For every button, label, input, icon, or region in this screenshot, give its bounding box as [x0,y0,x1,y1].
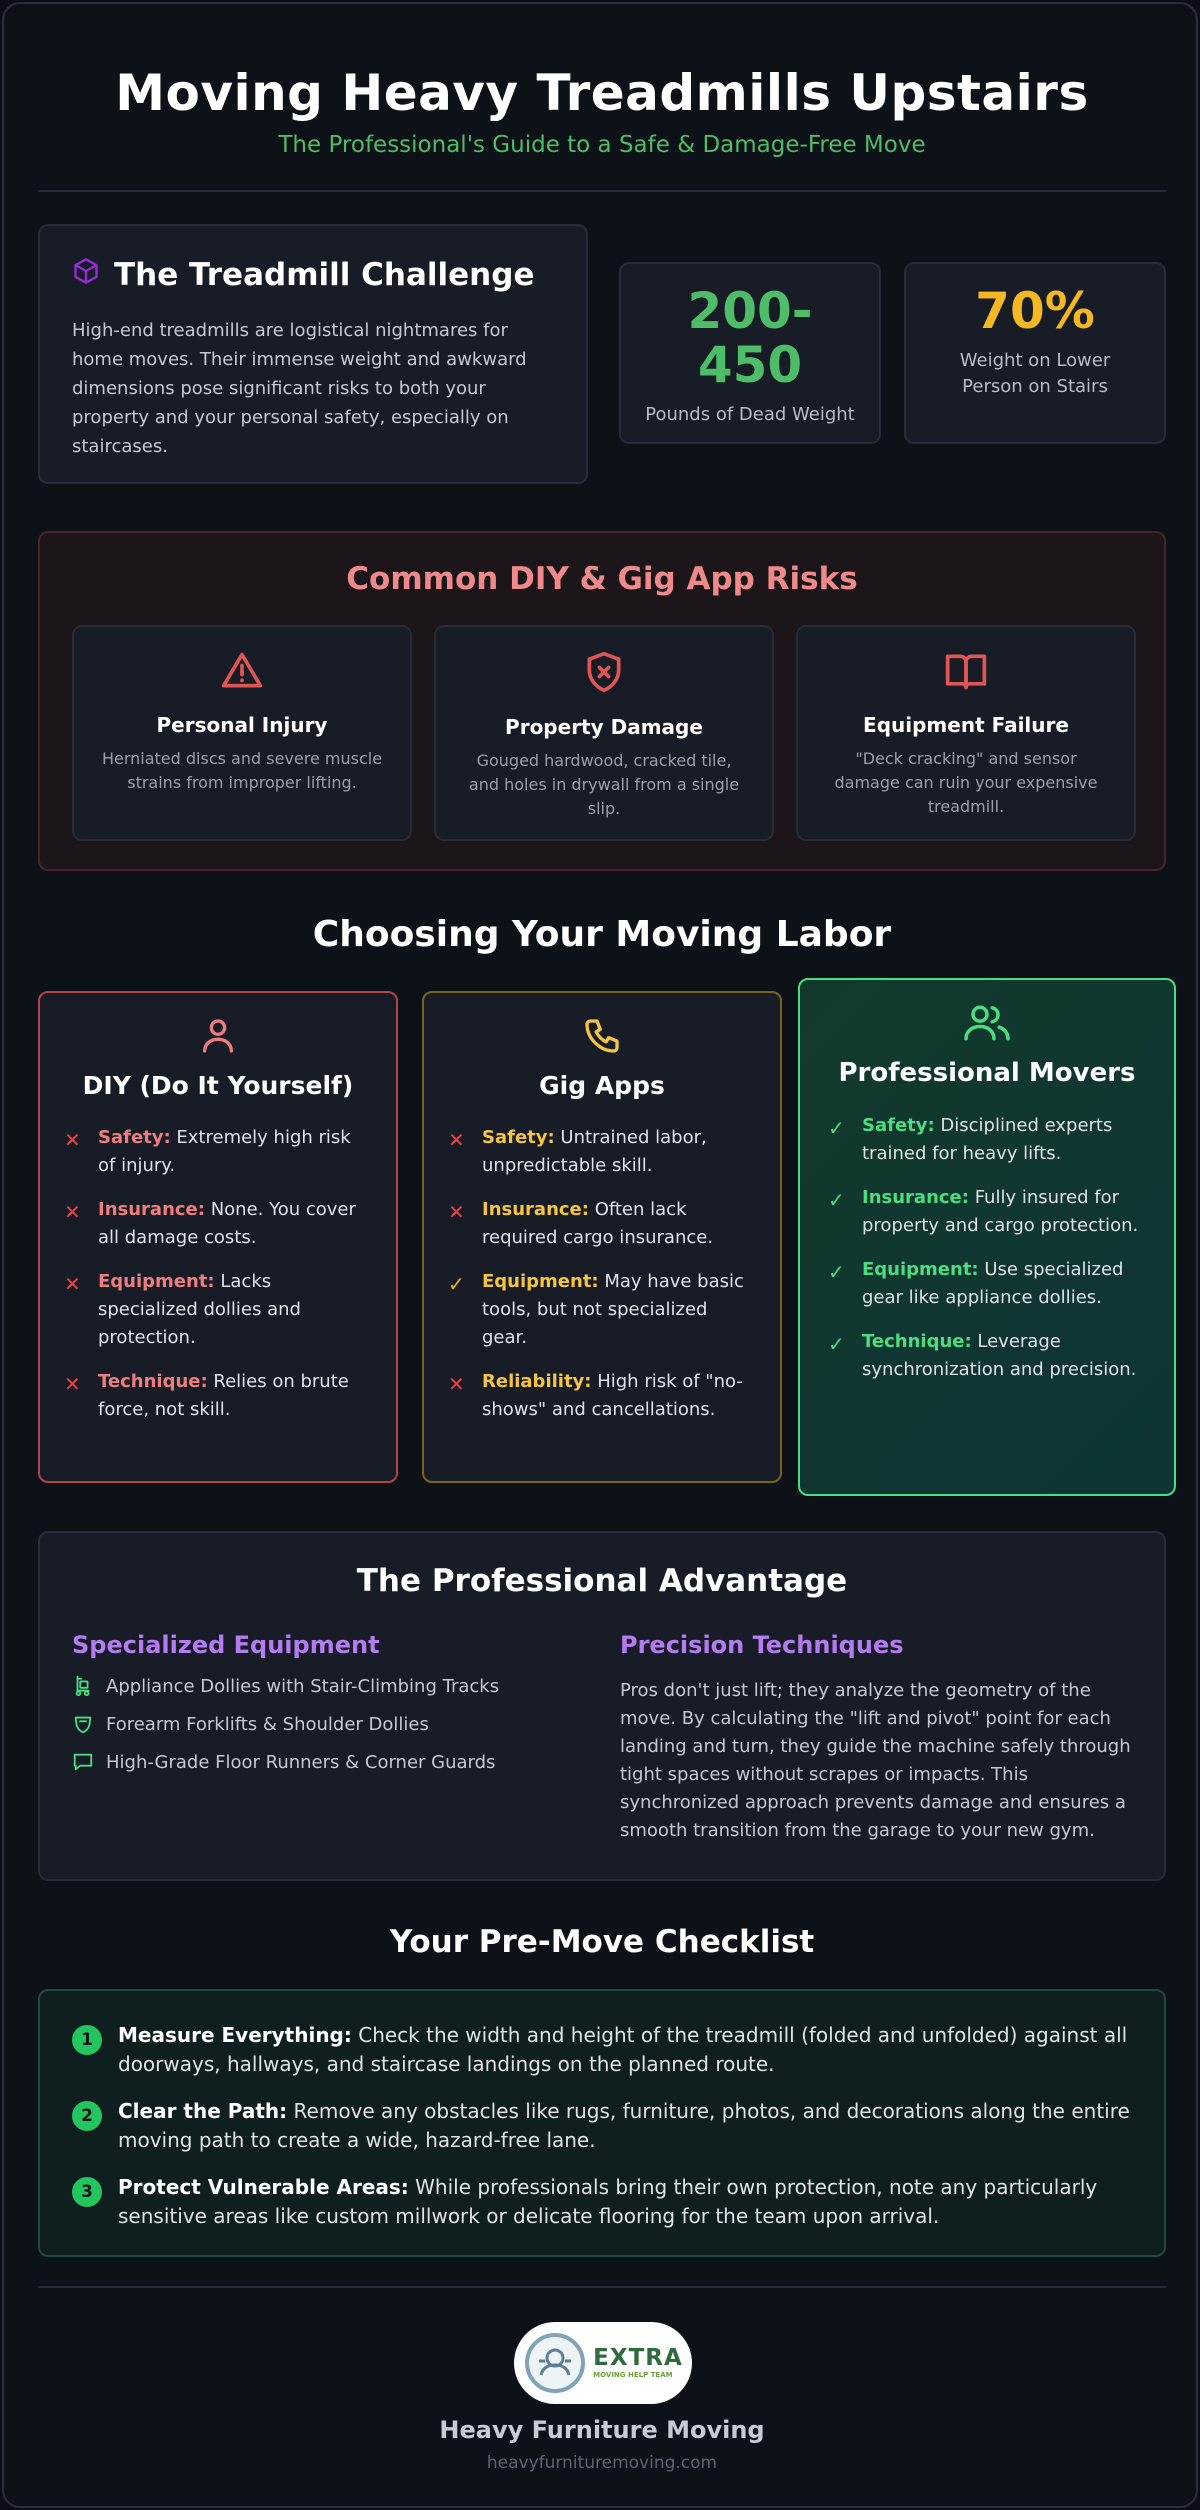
option-card-gig-apps [422,991,782,1483]
checklist-card [38,1989,1166,2257]
warning-triangle-icon [218,649,266,693]
list-item [72,1675,572,1697]
item-text: Often lack required cargo insurance. [482,1199,714,1248]
item-head: Technique: [98,1371,208,1392]
step-body: Remove any obstacles like rugs, furniture, photos, and decorations along the entire moving path to create a wide, hazard-free lane. [118,2099,1130,2152]
list-item [448,1268,756,1352]
advantage-card [38,1531,1166,1881]
item-text: None. You cover all damage costs. [98,1199,356,1248]
stat-value-line1: 200- [687,282,813,340]
check-mark-icon: ✓ [828,1188,845,1212]
logo-tagline: MOVING HELP TEAM [593,2371,673,2379]
step-head: Measure Everything: [118,2023,352,2047]
step-text [118,2021,1132,2079]
option-card-professional [798,978,1176,1496]
logo-wordmark [593,2346,683,2380]
technique-text: Pros don't just lift; they analyze the geometry of the move. By calculating the "lift and pivot" point for each landing and turn, they guide the machine safely through tight spaces without scrapes or impacts. This synchronized approach prevents damage and ensures a smooth transition from the garage to your new gym. [620,1680,1131,1841]
x-mark-icon: ✕ [64,1272,81,1296]
shield-x-icon [582,649,626,695]
step-head: Clear the Path: [118,2099,288,2123]
equipment-title: Specialized Equipment [72,1631,380,1659]
option-title: Gig Apps [539,1071,665,1100]
check-mark-icon: ✓ [828,1116,845,1140]
item-text: Fully insured for property and cargo protection. [862,1187,1139,1236]
challenge-title-row [72,256,554,294]
choosing-title: Choosing Your Moving Labor [312,914,892,955]
item-head: Equipment: [862,1259,979,1280]
check-mark-icon: ✓ [828,1260,845,1284]
list-item [448,1196,756,1252]
option-card-diy [38,991,398,1483]
checklist-step [72,2097,1132,2155]
list-item [72,1751,572,1773]
step-head: Protect Vulnerable Areas: [118,2175,409,2199]
risk-card-equipment [796,625,1136,841]
book-open-icon [941,649,991,693]
checklist-step [72,2173,1132,2231]
technique-column [620,1631,1140,1845]
phone-icon [582,1015,622,1057]
list-item [828,1112,1150,1168]
item-text: Leverage synchronization and precision. [862,1331,1137,1380]
stat-weight [619,262,881,444]
challenge-text: High-end treadmills are logistical nightmares for home moves. Their immense weight and awkward dimensions pose significant risks to both your property and your personal safety, especially on staircases. [72,320,527,457]
brand-name: Heavy Furniture Moving [439,2416,765,2444]
equipment-label: Forearm Forklifts & Shoulder Dollies [106,1713,429,1735]
challenge-title: The Treadmill Challenge [114,257,535,293]
item-head: Equipment: [482,1271,599,1292]
mover-mascot-icon [523,2331,587,2395]
page-title: Moving Heavy Treadmills Upstairs [115,64,1089,122]
list-item [828,1184,1150,1240]
risk-text: Gouged hardwood, cracked tile, and holes in drywall from a single slip. [468,751,740,818]
step-body: While professionals bring their own protection, note any particularly sensitive areas like custom millwork or delicate flooring for the team upon arrival. [118,2175,1098,2228]
risk-title: Property Damage [505,715,703,739]
x-mark-icon: ✕ [64,1372,81,1396]
check-mark-icon: ✓ [828,1332,845,1356]
risks-panel [38,531,1166,871]
list-item [64,1368,372,1424]
item-head: Reliability: [482,1371,592,1392]
equipment-label: Appliance Dollies with Stair-Climbing Tracks [106,1675,500,1697]
item-text: Extremely high risk of injury. [98,1127,351,1176]
item-text: Lacks specialized dollies and protection. [98,1271,301,1348]
option-title: DIY (Do It Yourself) [82,1071,354,1100]
equipment-column [72,1631,572,1773]
risk-text: Herniated discs and severe muscle strains from improper lifting. [101,749,383,792]
step-text [118,2173,1132,2231]
company-logo[interactable] [514,2322,692,2404]
technique-title: Precision Techniques [620,1631,904,1659]
item-text: High risk of "no-shows" and cancellations. [482,1371,743,1420]
page-subtitle: The Professional's Guide to a Safe & Damage-Free Move [278,132,926,158]
x-mark-icon: ✕ [64,1128,81,1152]
x-mark-icon: ✕ [448,1372,465,1396]
advantage-title: The Professional Advantage [356,1563,848,1599]
stat-stairs [904,262,1166,444]
list-item [64,1268,372,1352]
divider [38,190,1166,192]
step-number: 2 [72,2101,102,2131]
dolly-icon [72,1675,94,1697]
checklist-step [72,2021,1132,2079]
x-mark-icon: ✕ [448,1128,465,1152]
stat-label-line1: Weight on Lower [959,350,1111,371]
divider [38,2286,1166,2288]
option-list [800,1112,1174,1384]
checklist-title: Your Pre-Move Checklist [389,1924,815,1960]
stat-label: Pounds of Dead Weight [645,404,855,425]
step-number: 1 [72,2025,102,2055]
stat-value-line2: 450 [697,336,803,394]
cube-icon [72,256,100,294]
risk-card-property [434,625,774,841]
item-text: May have basic tools, but not specialized gear. [482,1271,744,1348]
infographic-page [2,2,1198,2508]
item-text: Untrained labor, unpredictable skill. [482,1127,707,1176]
list-item [448,1368,756,1424]
list-item [828,1256,1150,1312]
item-text: Relies on brute force, not skill. [98,1371,349,1420]
website-link[interactable]: heavyfurnituremoving.com [486,2453,718,2473]
chat-bubble-icon [72,1751,94,1773]
users-icon [962,1002,1012,1044]
stat-value [621,284,879,392]
item-head: Safety: [862,1115,935,1136]
item-head: Technique: [862,1331,972,1352]
challenge-card [38,224,588,484]
item-head: Insurance: [862,1187,969,1208]
check-mark-icon: ✓ [448,1272,465,1296]
risk-title: Equipment Failure [863,713,1069,737]
option-list [40,1124,396,1424]
risk-text: "Deck cracking" and sensor damage can ruin your expensive treadmill. [834,749,1098,816]
stat-value: 70% [975,282,1095,340]
shield-strap-icon [72,1713,94,1735]
stat-label-line2: Person on Stairs [962,376,1108,397]
list-item [64,1124,372,1180]
x-mark-icon: ✕ [448,1200,465,1224]
user-icon [198,1015,238,1057]
item-head: Insurance: [482,1199,589,1220]
item-head: Insurance: [98,1199,205,1220]
risks-title: Common DIY & Gig App Risks [346,561,858,597]
x-mark-icon: ✕ [64,1200,81,1224]
item-text: Disciplined experts trained for heavy lifts. [862,1115,1113,1164]
list-item [72,1713,572,1735]
item-head: Equipment: [98,1271,215,1292]
logo-word: EXTRA [593,2345,683,2371]
step-body: Check the width and height of the treadmill (folded and unfolded) against all doorways, hallways, and staircase landings on the planned route. [118,2023,1128,2076]
option-title: Professional Movers [838,1058,1136,1088]
stat-label [906,348,1164,400]
risk-title: Personal Injury [156,713,328,737]
step-number: 3 [72,2177,102,2207]
list-item [448,1124,756,1180]
list-item [64,1196,372,1252]
option-list [424,1124,780,1424]
header [38,64,1166,158]
item-head: Safety: [482,1127,555,1148]
equipment-label: High-Grade Floor Runners & Corner Guards [106,1751,496,1773]
item-text: Use specialized gear like appliance dollies. [862,1259,1124,1308]
step-text [118,2097,1132,2155]
risk-card-injury [72,625,412,841]
item-head: Safety: [98,1127,171,1148]
list-item [828,1328,1150,1384]
